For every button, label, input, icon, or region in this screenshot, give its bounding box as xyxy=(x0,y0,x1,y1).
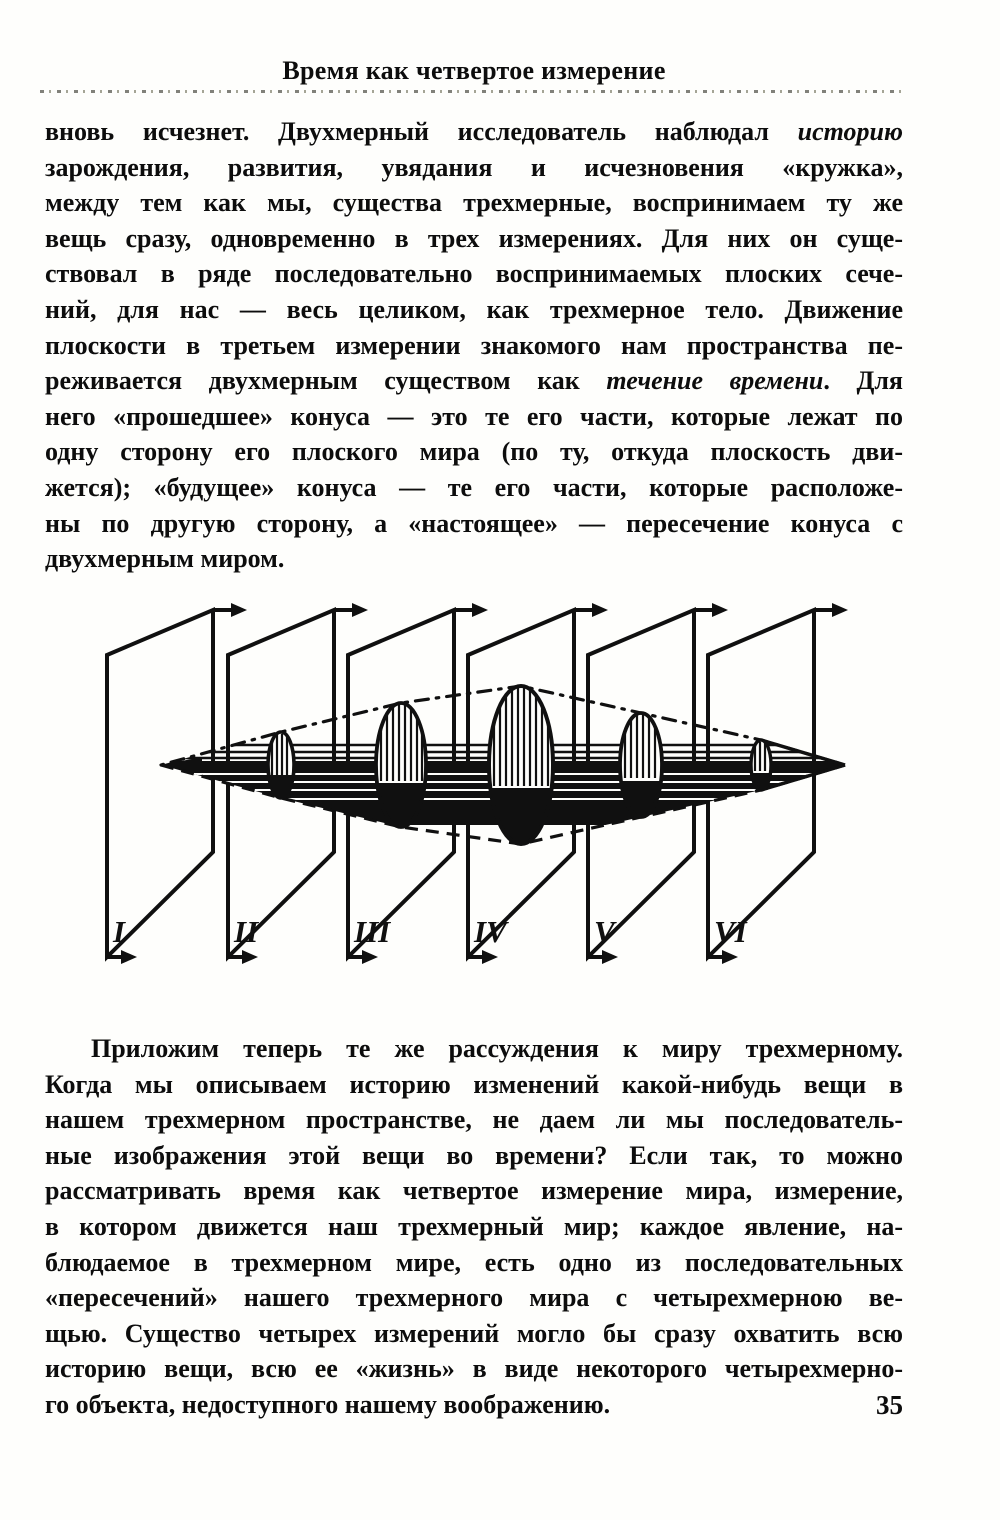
text-line: рассматривать время как четвертое измерение мира, измерение, xyxy=(45,1176,903,1206)
cone-planes-drawing xyxy=(60,585,920,1015)
text-line: Приложим теперь те же рассуждения к миру трехмерному. xyxy=(91,1034,903,1063)
text-line: двухмерным миром. xyxy=(45,544,285,574)
figure-cone-through-planes xyxy=(60,585,920,1015)
text-line: Когда мы описываем историю изменений какой-нибудь вещи в xyxy=(45,1069,903,1099)
arrow-right-icon xyxy=(722,950,738,964)
arrow-right-icon xyxy=(592,603,608,617)
text-line: го объекта, недоступного нашему воображению. xyxy=(45,1389,611,1419)
text-line: щью. Существо четырех измерений могло бы сразу охватить всю xyxy=(45,1318,903,1348)
cross-section-disc-6 xyxy=(751,740,771,792)
paragraph-1 xyxy=(45,114,903,577)
italic-phrase: течение времени xyxy=(606,366,824,396)
text-line: вновь исчезнет. Двухмерный исследователь наблюдал историю xyxy=(45,117,903,146)
arrow-right-icon xyxy=(121,950,137,964)
text-line: историю вещи, всю ее «жизнь» в виде некоторого четырехмерно- xyxy=(45,1354,903,1384)
arrow-right-icon xyxy=(362,950,378,964)
cross-section-disc-5 xyxy=(620,713,662,819)
arrow-right-icon xyxy=(602,950,618,964)
plane-label: VI xyxy=(714,914,747,949)
arrow-right-icon xyxy=(712,603,728,617)
arrow-right-icon xyxy=(242,950,258,964)
arrow-right-icon xyxy=(482,950,498,964)
paragraph-2 xyxy=(45,1031,903,1423)
text-line: жется); «будущее» конуса — те его части, которые расположе- xyxy=(45,472,903,502)
text-line: ствовал в ряде последовательно воспринимаемых плоских сече- xyxy=(45,259,903,289)
text-line: нашем трехмерном пространстве, не даем ли мы последователь- xyxy=(45,1105,903,1135)
cross-section-disc-4 xyxy=(489,686,553,846)
text-line: одну сторону его плоского мира (по ту, откуда плоскость дви- xyxy=(45,437,903,467)
arrow-right-icon xyxy=(231,603,247,617)
text-line: между тем как мы, существа трехмерные, воспринимаем ту же xyxy=(45,188,903,218)
arrow-right-icon xyxy=(832,603,848,617)
header-dotted-rule xyxy=(40,90,905,93)
plane-label: III xyxy=(354,914,391,949)
text-line: ны по другую сторону, а «настоящее» — пересечение конуса с xyxy=(45,508,903,538)
arrow-right-icon xyxy=(472,603,488,617)
text-line: блюдаемое в трехмерном мире, есть одно из последовательных xyxy=(45,1247,903,1277)
arrow-right-icon xyxy=(352,603,368,617)
text-line: плоскости в третьем измерении знакомого нам пространства пе- xyxy=(45,330,903,360)
italic-phrase: историю xyxy=(797,117,903,146)
text-line: «пересечений» нашего трехмерного мира с четырехмерною ве- xyxy=(45,1283,903,1313)
plane-label: I xyxy=(113,914,126,949)
cross-section-disc-3 xyxy=(376,703,426,829)
running-header: Время как четвертое измерение xyxy=(282,56,666,85)
plane-label: II xyxy=(234,914,259,949)
plane-label: IV xyxy=(474,914,507,949)
text-line: реживается двухмерным существом как течение времени. Для xyxy=(45,366,903,396)
text-line: ные изображения этой вещи во времени? Если так, то можно xyxy=(45,1140,903,1170)
text-line: ний, для нас — весь целиком, как трехмерное тело. Движение xyxy=(45,294,903,324)
text-line: зарождения, развития, увядания и исчезновения «кружка», xyxy=(45,152,903,182)
page-number: 35 xyxy=(876,1390,903,1420)
text-line: в котором движется наш трехмерный мир; каждое явление, на- xyxy=(45,1211,903,1241)
text-line: него «прошедшее» конуса — это те его части, которые лежат по xyxy=(45,401,903,431)
cross-section-disc-2 xyxy=(268,732,294,800)
plane-label: V xyxy=(594,914,615,949)
text-line: вещь сразу, одновременно в трех измерениях. Для них он суще- xyxy=(45,223,903,253)
